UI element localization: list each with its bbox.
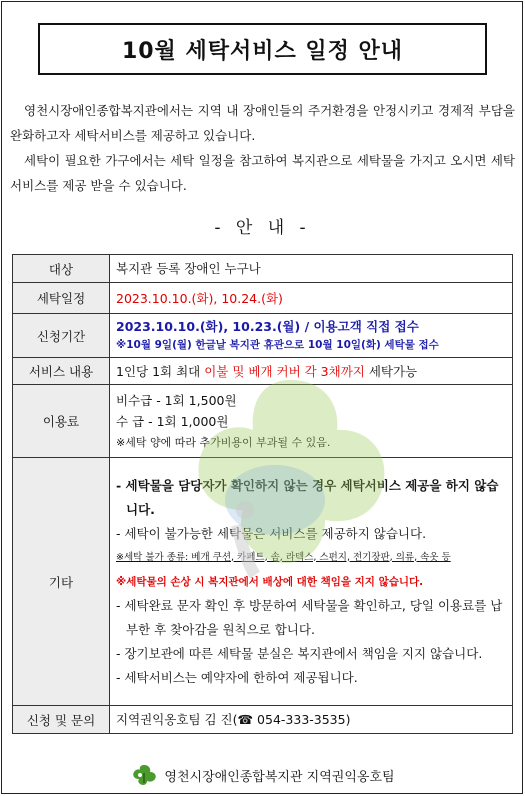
footer-organization: 영천시장애인종합복지관 지역권익옹호팀 bbox=[164, 769, 395, 785]
title-box bbox=[38, 23, 487, 75]
apply-note: ※10월 9일(월) 한글날 복지관 휴관으로 10월 10일(화) 세탁물 접수 bbox=[116, 338, 439, 351]
etc-line-2: - 세탁이 불가능한 세탁물은 서비스를 제공하지 않습니다. bbox=[116, 525, 427, 541]
info-table bbox=[12, 254, 513, 734]
page-title: 10월 세탁서비스 일정 안내 bbox=[121, 38, 404, 64]
fee-non-recipient: 비수급 - 1회 1,500원 bbox=[116, 392, 237, 408]
row-label: 신청 및 문의 bbox=[13, 706, 110, 734]
etc-bold-note: - 세탁물을 담당자가 확인하지 않는 경우 세탁서비스 제공을 하지 않습니다. bbox=[116, 477, 499, 517]
intro-paragraph-2: 세탁이 필요한 가구에서는 세탁 일정을 참고하여 복지관으로 세탁물을 가지고 오시면 세탁서비스를 제공 받을 수 있습니다. bbox=[10, 153, 515, 193]
contact-value: 지역권익옹호팀 김 진(☎ 054-333-3535) bbox=[110, 706, 513, 734]
table-row-service bbox=[13, 358, 513, 385]
row-label: 이용료 bbox=[13, 385, 110, 458]
footer bbox=[0, 763, 525, 787]
fee-note: ※세탁 양에 따라 추가비용이 부과될 수 있음. bbox=[116, 435, 331, 449]
service-suffix: 세탁가능 bbox=[364, 363, 418, 379]
etc-line-5: - 세탁완료 문자 확인 후 방문하여 세탁물을 확인하고, 당일 이용료를 납부한 후 찾아감을 원칙으로 합니다. bbox=[116, 597, 503, 637]
etc-line-6: - 장기보관에 따른 세탁물 분실은 복지관에서 책임을 지지 않습니다. bbox=[116, 645, 483, 661]
table-row-contact bbox=[13, 706, 513, 734]
row-label: 세탁일정 bbox=[13, 283, 110, 314]
table-row-fee bbox=[13, 385, 513, 458]
row-label: 서비스 내용 bbox=[13, 358, 110, 385]
row-label: 대상 bbox=[13, 255, 110, 283]
schedule-value: 2023.10.10.(화), 10.24.(화) bbox=[110, 283, 513, 314]
target-value: 복지관 등록 장애인 누구나 bbox=[110, 255, 513, 283]
service-prefix: 1인당 1회 최대 bbox=[116, 363, 205, 379]
service-cell bbox=[110, 358, 513, 385]
table-row-apply bbox=[13, 314, 513, 358]
etc-cell bbox=[110, 458, 513, 706]
fee-cell bbox=[110, 385, 513, 458]
etc-line-4: ※세탁물의 손상 시 복지관에서 배상에 대한 책임을 지지 않습니다. bbox=[116, 575, 424, 588]
apply-cell bbox=[110, 314, 513, 358]
apply-value: 2023.10.10.(화), 10.23.(월) / 이용고객 직접 접수 bbox=[116, 318, 419, 334]
etc-line-7: - 세탁서비스는 예약자에 한하여 제공됩니다. bbox=[116, 669, 358, 685]
service-highlight: 이불 및 베개 커버 각 3채까지 bbox=[204, 363, 365, 379]
row-label: 기타 bbox=[13, 458, 110, 706]
table-row-etc bbox=[13, 458, 513, 706]
fee-recipient: 수 급 - 1회 1,000원 bbox=[116, 413, 229, 429]
table-row-schedule bbox=[13, 283, 513, 314]
organization-logo-icon bbox=[130, 763, 158, 787]
table-row-target bbox=[13, 255, 513, 283]
section-subheading: - 안 내 - bbox=[214, 218, 311, 238]
row-label: 신청기간 bbox=[13, 314, 110, 358]
intro-paragraph-1: 영천시장애인종합복지관에서는 지역 내 장애인들의 주거환경을 안정시키고 경제적 부담을 완화하고자 세탁서비스를 제공하고 있습니다. bbox=[10, 103, 515, 143]
intro-text bbox=[10, 98, 515, 198]
etc-line-3: ※세탁 불가 종류: 베개 쿠션, 카페트, 솜, 라텍스, 스펀지, 전기장판, 의류, 속옷 등 bbox=[116, 551, 451, 563]
